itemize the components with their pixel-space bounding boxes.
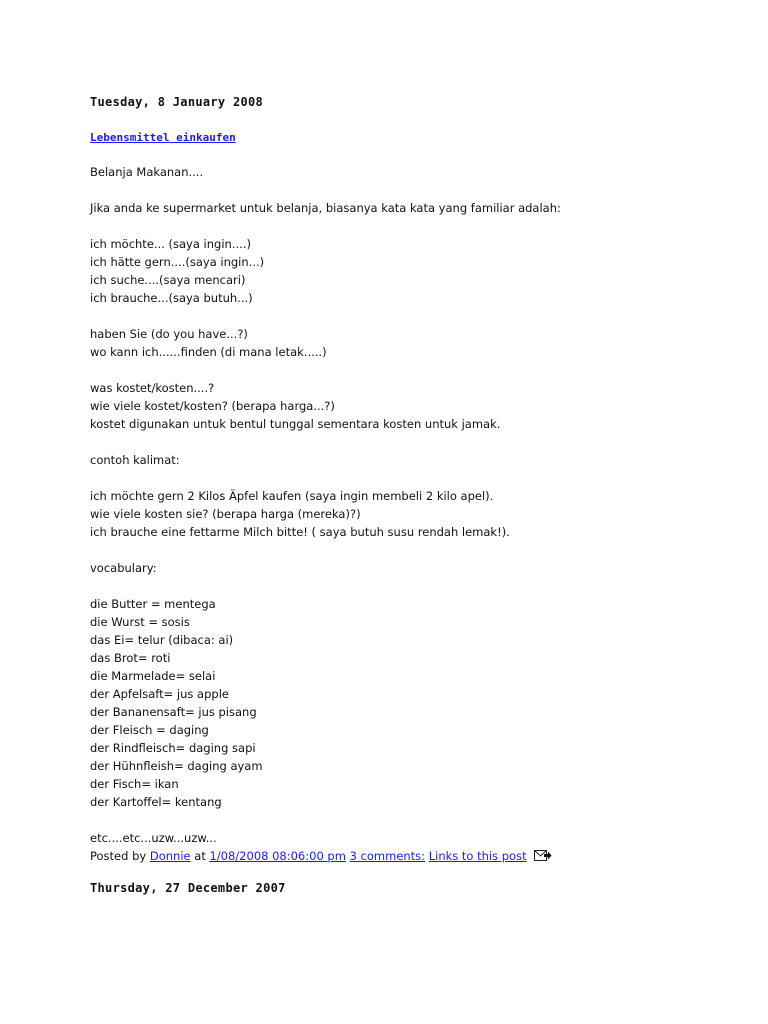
post-body-line: die Wurst = sosis — [90, 615, 190, 629]
paragraph-spacer — [90, 541, 730, 559]
post-body-line: der Rindfleisch= daging sapi — [90, 741, 256, 755]
post-body-line: der Kartoffel= kentang — [90, 795, 222, 809]
post-body-line: der Hühnfleish= daging ayam — [90, 759, 263, 773]
post-body-line: wo kann ich......finden (di mana letak.....) — [90, 345, 327, 359]
envelope-arrow-icon — [534, 849, 552, 862]
post-body-line: die Marmelade= selai — [90, 669, 216, 683]
paragraph-spacer — [90, 181, 730, 199]
post-body-line: contoh kalimat: — [90, 453, 180, 467]
links-to-post-link[interactable]: Links to this post — [428, 849, 527, 863]
posted-by-label: Posted by — [90, 849, 147, 863]
post-body — [90, 163, 730, 847]
post-body-line: ich suche....(saya mencari) — [90, 273, 246, 287]
paragraph-spacer — [90, 433, 730, 451]
post-body-line: wie viele kostet/kosten? (berapa harga...?) — [90, 399, 335, 413]
post-body-line: der Apfelsaft= jus apple — [90, 687, 229, 701]
post-body-line: der Fleisch = daging — [90, 723, 209, 737]
post-title-link[interactable]: Lebensmittel einkaufen — [90, 131, 236, 144]
post-date-header: Tuesday, 8 January 2008 — [90, 95, 264, 109]
post-title — [90, 129, 730, 147]
paragraph-spacer — [90, 217, 730, 235]
post-body-line: Belanja Makanan.... — [90, 165, 204, 179]
blog-page — [90, 93, 730, 897]
post-date-header-2: Thursday, 27 December 2007 — [90, 881, 286, 895]
post-body-line: kostet digunakan untuk bentul tunggal sementara kosten untuk jamak. — [90, 417, 501, 431]
post-footer — [90, 847, 730, 865]
post-body-line: wie viele kosten sie? (berapa harga (mereka)?) — [90, 507, 361, 521]
post-body-line: etc....etc...uzw...uzw... — [90, 831, 217, 845]
at-label: at — [194, 849, 206, 863]
post-body-line: das Ei= telur (dibaca: ai) — [90, 633, 234, 647]
post-body-line: ich brauche...(saya butuh...) — [90, 291, 253, 305]
author-link[interactable]: Donnie — [149, 849, 191, 863]
post-body-line: der Fisch= ikan — [90, 777, 179, 791]
post-body-line: haben Sie (do you have...?) — [90, 327, 248, 341]
post-body-line: der Bananensaft= jus pisang — [90, 705, 257, 719]
email-post-icon[interactable] — [534, 849, 552, 867]
post-body-line: die Butter = mentega — [90, 597, 216, 611]
post-body-line: was kostet/kosten....? — [90, 381, 215, 395]
post-body-line: Jika anda ke supermarket untuk belanja, biasanya kata kata yang familiar adalah: — [90, 201, 561, 215]
post-body-line: ich brauche eine fettarme Milch bitte! ( saya butuh susu rendah lemak!). — [90, 525, 510, 539]
post-body-line: ich hätte gern....(saya ingin...) — [90, 255, 265, 269]
post-timestamp-link[interactable]: 1/08/2008 08:06:00 pm — [209, 849, 346, 863]
post-body-line: ich möchte gern 2 Kilos Äpfel kaufen (saya ingin membeli 2 kilo apel). — [90, 489, 494, 503]
paragraph-spacer — [90, 361, 730, 379]
paragraph-spacer — [90, 577, 730, 595]
paragraph-spacer — [90, 469, 730, 487]
post-body-line: vocabulary: — [90, 561, 157, 575]
paragraph-spacer — [90, 307, 730, 325]
post-body-line: ich möchte... (saya ingin....) — [90, 237, 251, 251]
comments-link[interactable]: 3 comments: — [349, 849, 426, 863]
paragraph-spacer — [90, 811, 730, 829]
post-body-line: das Brot= roti — [90, 651, 171, 665]
